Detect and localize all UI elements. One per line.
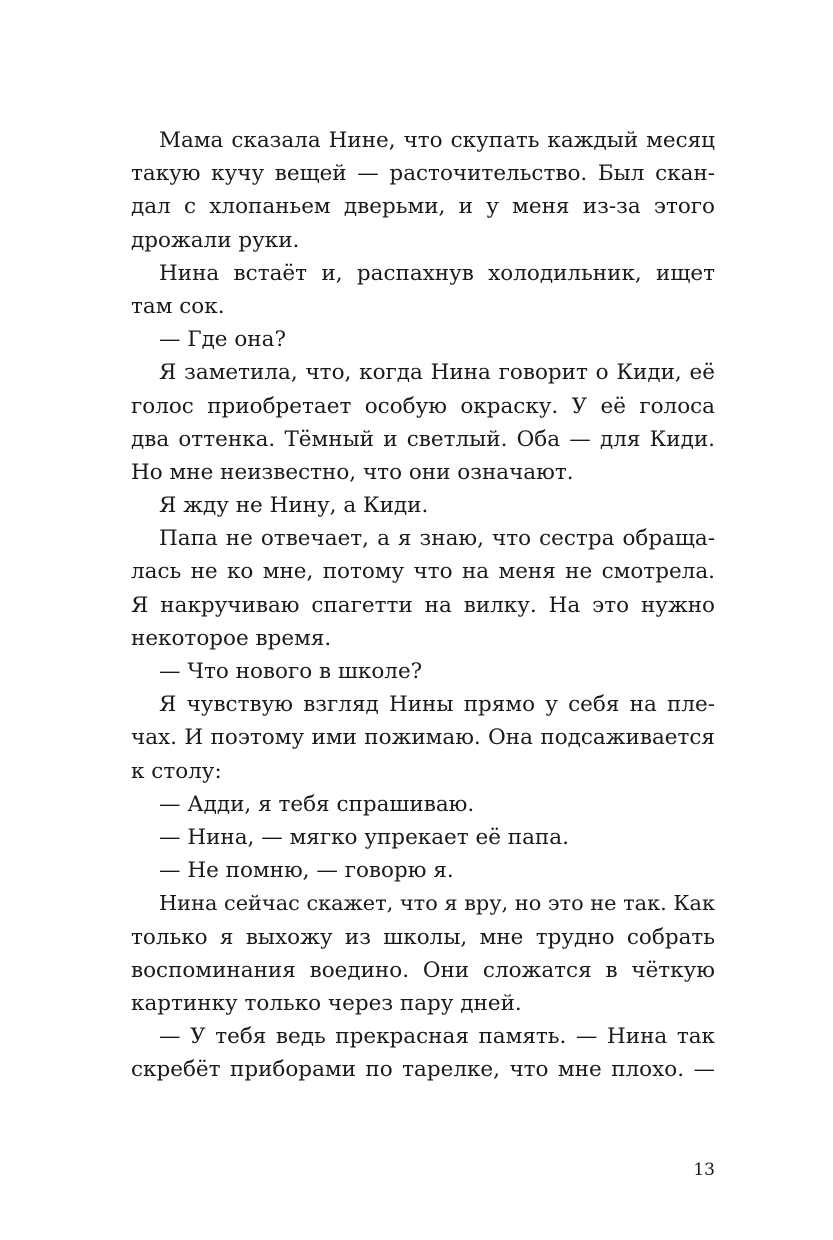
text-line: к столу: <box>131 758 222 784</box>
text-line: — Нина, — мягко упрекает её папа. <box>159 824 569 850</box>
text-line: такую кучу вещей — расточительство. Был скан- <box>131 161 715 187</box>
text-line: Мама сказала Нине, что скупать каждый месяц <box>159 128 715 153</box>
text-line: Нина сейчас скажет, что я вру, но это не так. Как <box>159 891 715 916</box>
text-line: — Где она? <box>159 327 286 353</box>
text-line: дрожали руки. <box>131 227 300 253</box>
text-line: Я жду не Нину, а Киди. <box>159 493 429 519</box>
text-line: картинку только через пару дней. <box>131 990 522 1016</box>
page-number: 13 <box>693 1160 715 1180</box>
text-line: — Адди, я тебя спрашиваю. <box>159 791 475 817</box>
text-line: Я чувствую взгляд Нины прямо у себя на пле- <box>159 692 715 718</box>
text-line: — Что нового в школе? <box>159 659 423 684</box>
text-line: голос приобретает особую окраску. У её голоса <box>131 393 715 419</box>
text-line: Папа не отвечает, а я знаю, что сестра обраща- <box>159 526 715 552</box>
text-line: Но мне неизвестно, что они означают. <box>131 459 574 485</box>
text-line: — У тебя ведь прекрасная память. — Нина так <box>159 1024 715 1050</box>
text-line: воспоминания воедино. Они сложатся в чёткую <box>131 957 715 983</box>
text-line: чах. И поэтому ими пожимаю. Она подсаживается <box>131 725 715 751</box>
text-line: только я выхожу из школы, мне трудно собрать <box>131 924 715 950</box>
text-line: дал с хлопаньем дверьми, и у меня из-за этого <box>131 194 715 220</box>
text-line: — Не помню, — говорю я. <box>159 858 454 884</box>
text-line: Я заметила, что, когда Нина говорит о Киди, её <box>159 360 715 386</box>
text-line: Нина встаёт и, распахнув холодильник, ищет <box>159 260 715 286</box>
text-line: два оттенка. Тёмный и светлый. Оба — для Киди. <box>131 426 715 452</box>
text-line: некоторое время. <box>131 625 332 651</box>
text-line: там сок. <box>131 293 225 319</box>
body-text <box>131 124 715 1086</box>
text-line: скребёт приборами по тарелке, что мне плохо. — <box>131 1057 715 1083</box>
text-line: Я накручиваю спагетти на вилку. На это нужно <box>131 592 715 618</box>
text-line: лась не ко мне, потому что на меня не смотрела. <box>131 559 715 585</box>
